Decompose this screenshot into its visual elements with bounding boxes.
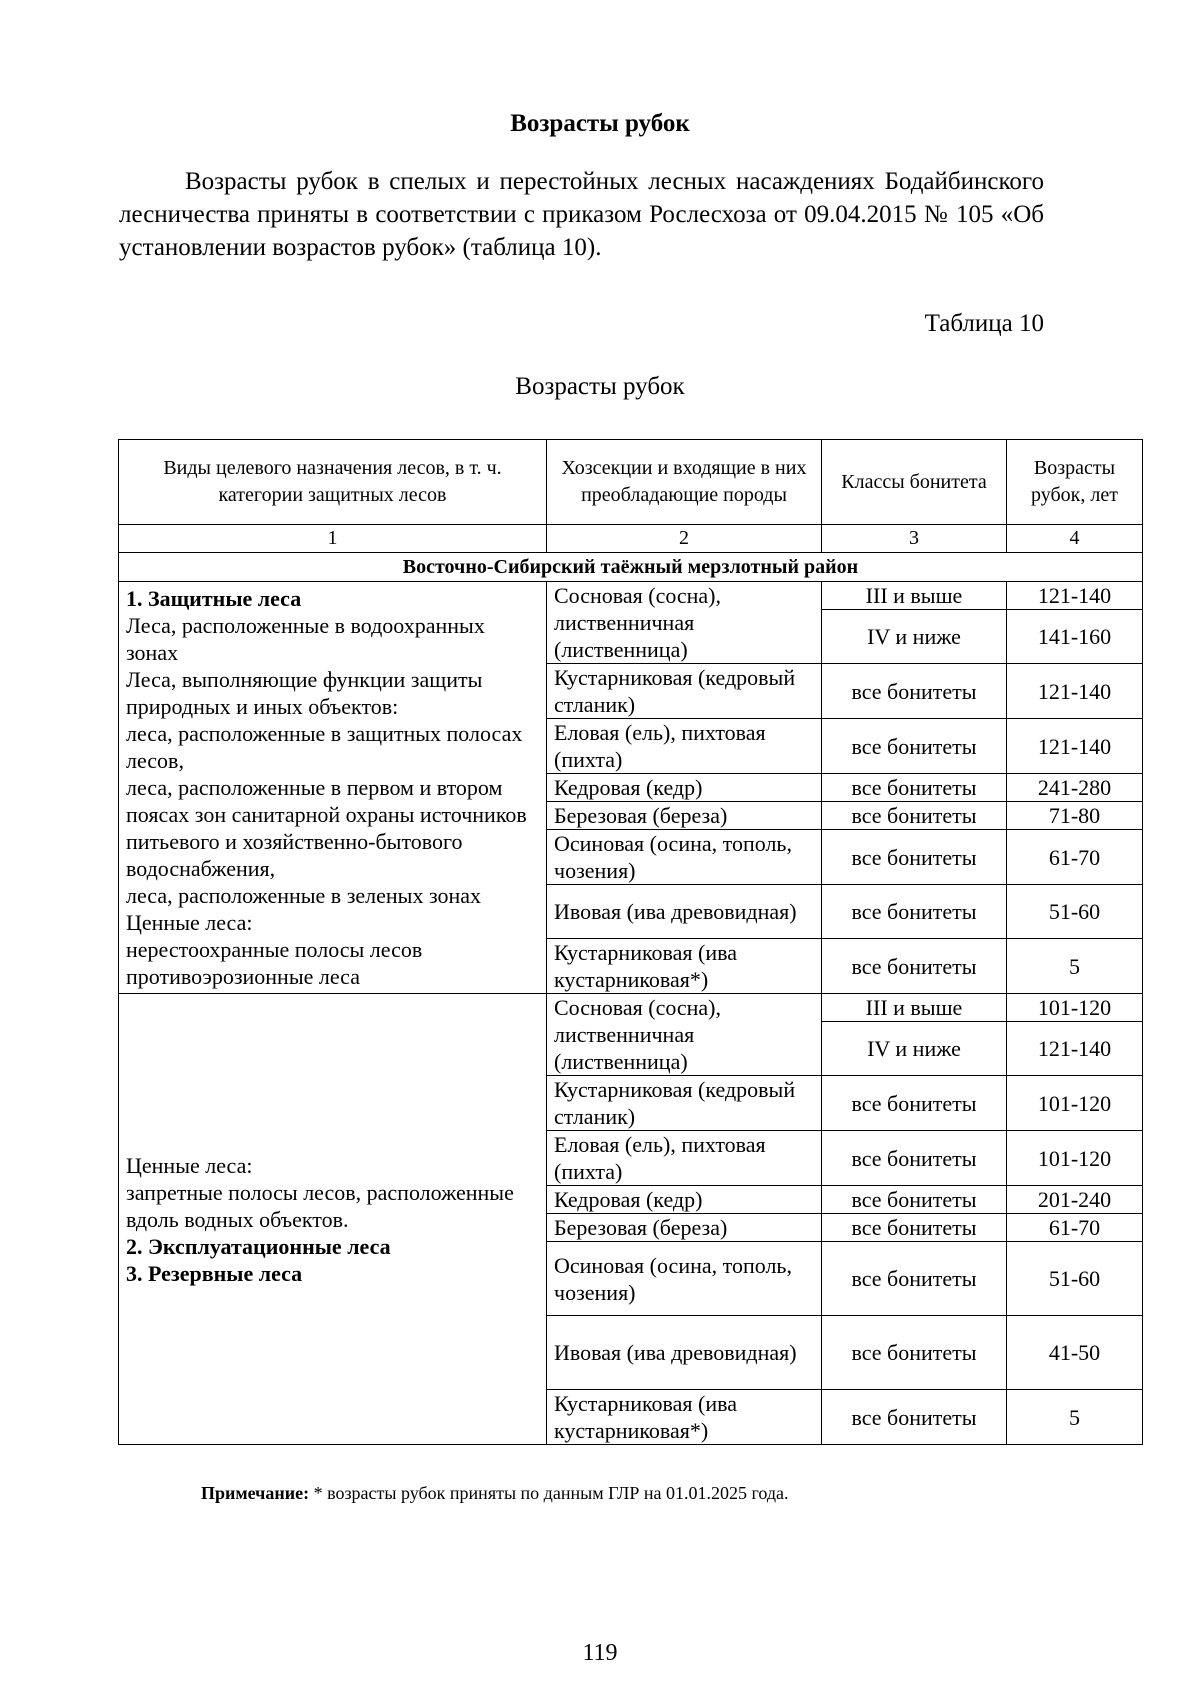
age-cell: 61-70 <box>1007 830 1143 885</box>
age-cell: 61-70 <box>1007 1214 1143 1242</box>
species-cell: Кустарниковая (ива кустарниковая*) <box>547 939 822 994</box>
column-number: 4 <box>1007 525 1143 553</box>
species-cell: Березовая (береза) <box>547 802 822 830</box>
species-cell: Кедровая (кедр) <box>547 1186 822 1214</box>
species-cell: Кустарниковая (ива кустарниковая*) <box>547 1390 822 1445</box>
bonitet-cell: все бонитеты <box>822 719 1007 774</box>
header-species: Хозсекции и входящие в них преобладающие породы <box>547 440 822 525</box>
bonitet-cell: III и выше <box>822 994 1007 1022</box>
column-number: 3 <box>822 525 1007 553</box>
bonitet-cell: все бонитеты <box>822 664 1007 719</box>
age-cell: 101-120 <box>1007 1131 1143 1186</box>
table-note <box>201 1483 789 1504</box>
table-title: Возрасты рубок <box>515 373 685 400</box>
bonitet-cell: все бонитеты <box>822 1186 1007 1214</box>
species-cell: Еловая (ель), пихтовая (пихта) <box>547 1131 822 1186</box>
bonitet-cell: все бонитеты <box>822 802 1007 830</box>
age-cell: 121-140 <box>1007 582 1143 610</box>
age-cell: 201-240 <box>1007 1186 1143 1214</box>
category-item: противоэрозионные леса <box>126 964 360 989</box>
category-item: Леса, выполняющие функции защиты природных и иных объектов: <box>126 667 483 719</box>
category-item: леса, расположенные в зеленых зонах <box>126 883 482 908</box>
note-text: * возрасты рубок приняты по данным ГЛР на 01.01.2025 года. <box>313 1483 789 1503</box>
header-age: Возрасты рубок, лет <box>1007 440 1143 525</box>
species-cell: Березовая (береза) <box>547 1214 822 1242</box>
age-cell: 5 <box>1007 939 1143 994</box>
age-cell: 51-60 <box>1007 1242 1143 1316</box>
species-cell: Сосновая (сосна), лиственничная (лиственница) <box>547 582 822 664</box>
intro-paragraph: Возрасты рубок в спелых и перестойных лесных насаждениях Бодайбинского лесничества приняты в соответствии с приказом Рослесхоза от 09.04.2015 № 105 «Об установлении возрастов рубок» (таблица 10). <box>119 168 1044 261</box>
bonitet-cell: III и выше <box>822 582 1007 610</box>
category-item: Леса, расположенные в водоохранных зонах <box>126 613 485 665</box>
page-number: 119 <box>582 1640 618 1666</box>
table-row <box>119 994 1143 1022</box>
bonitet-cell: IV и ниже <box>822 610 1007 664</box>
column-number: 1 <box>119 525 547 553</box>
bonitet-cell: все бонитеты <box>822 939 1007 994</box>
species-cell: Кустарниковая (кедровый стланик) <box>547 664 822 719</box>
note-label: Примечание: <box>201 1483 310 1503</box>
bonitet-cell: все бонитеты <box>822 1214 1007 1242</box>
region-row <box>119 553 1143 582</box>
logging-age-table <box>118 439 1143 1445</box>
species-cell: Осиновая (осина, тополь, чозения) <box>547 1242 822 1316</box>
bonitet-cell: все бонитеты <box>822 1131 1007 1186</box>
category-item: Ценные леса: <box>126 1152 253 1178</box>
column-number-row <box>119 525 1143 553</box>
bonitet-cell: все бонитеты <box>822 1316 1007 1390</box>
bonitet-cell: все бонитеты <box>822 830 1007 885</box>
age-cell: 101-120 <box>1007 994 1143 1022</box>
category-item: леса, расположенные в защитных полосах лесов, <box>126 721 523 773</box>
category-item: 2. Эксплуатационные леса <box>126 1233 391 1259</box>
category-item: 3. Резервные леса <box>126 1260 303 1286</box>
table-label: Таблица 10 <box>924 310 1044 337</box>
age-cell: 121-140 <box>1007 1022 1143 1076</box>
category-item: нерестоохранные полосы лесов <box>126 937 423 962</box>
species-cell: Ивовая (ива древовидная) <box>547 1316 822 1390</box>
column-number: 2 <box>547 525 822 553</box>
age-cell: 241-280 <box>1007 774 1143 802</box>
bonitet-cell: все бонитеты <box>822 1076 1007 1131</box>
age-cell: 101-120 <box>1007 1076 1143 1131</box>
species-cell: Кустарниковая (кедровый стланик) <box>547 1076 822 1131</box>
species-cell: Ивовая (ива древовидная) <box>547 885 822 939</box>
region-name: Восточно-Сибирский таёжный мерзлотный район <box>119 553 1143 582</box>
category-cell <box>119 582 547 994</box>
page-title: Возрасты рубок <box>510 110 690 137</box>
category-item: запретные полосы лесов, расположенные вдоль водных объектов. <box>126 1179 514 1232</box>
category-item: 1. Защитные леса <box>126 586 302 611</box>
bonitet-cell: все бонитеты <box>822 1242 1007 1316</box>
header-bonitet: Классы бонитета <box>822 440 1007 525</box>
age-cell: 71-80 <box>1007 802 1143 830</box>
species-cell: Сосновая (сосна), лиственничная (лиственница) <box>547 994 822 1076</box>
species-cell: Кедровая (кедр) <box>547 774 822 802</box>
header-purpose: Виды целевого назначения лесов, в т. ч. категории защитных лесов <box>119 440 547 525</box>
species-cell: Осиновая (осина, тополь, чозения) <box>547 830 822 885</box>
age-cell: 41-50 <box>1007 1316 1143 1390</box>
age-cell: 121-140 <box>1007 664 1143 719</box>
bonitet-cell: все бонитеты <box>822 774 1007 802</box>
bonitet-cell: все бонитеты <box>822 885 1007 939</box>
table-row <box>119 582 1143 610</box>
age-cell: 51-60 <box>1007 885 1143 939</box>
table-header-row <box>119 440 1143 525</box>
age-cell: 5 <box>1007 1390 1143 1445</box>
category-cell <box>119 994 547 1445</box>
species-cell: Еловая (ель), пихтовая (пихта) <box>547 719 822 774</box>
bonitet-cell: все бонитеты <box>822 1390 1007 1445</box>
age-cell: 141-160 <box>1007 610 1143 664</box>
bonitet-cell: IV и ниже <box>822 1022 1007 1076</box>
category-item: леса, расположенные в первом и втором поясах зон санитарной охраны источников питьевого и хозяйственно-бытового водоснабжения, <box>126 775 527 881</box>
category-item: Ценные леса: <box>126 910 253 935</box>
age-cell: 121-140 <box>1007 719 1143 774</box>
